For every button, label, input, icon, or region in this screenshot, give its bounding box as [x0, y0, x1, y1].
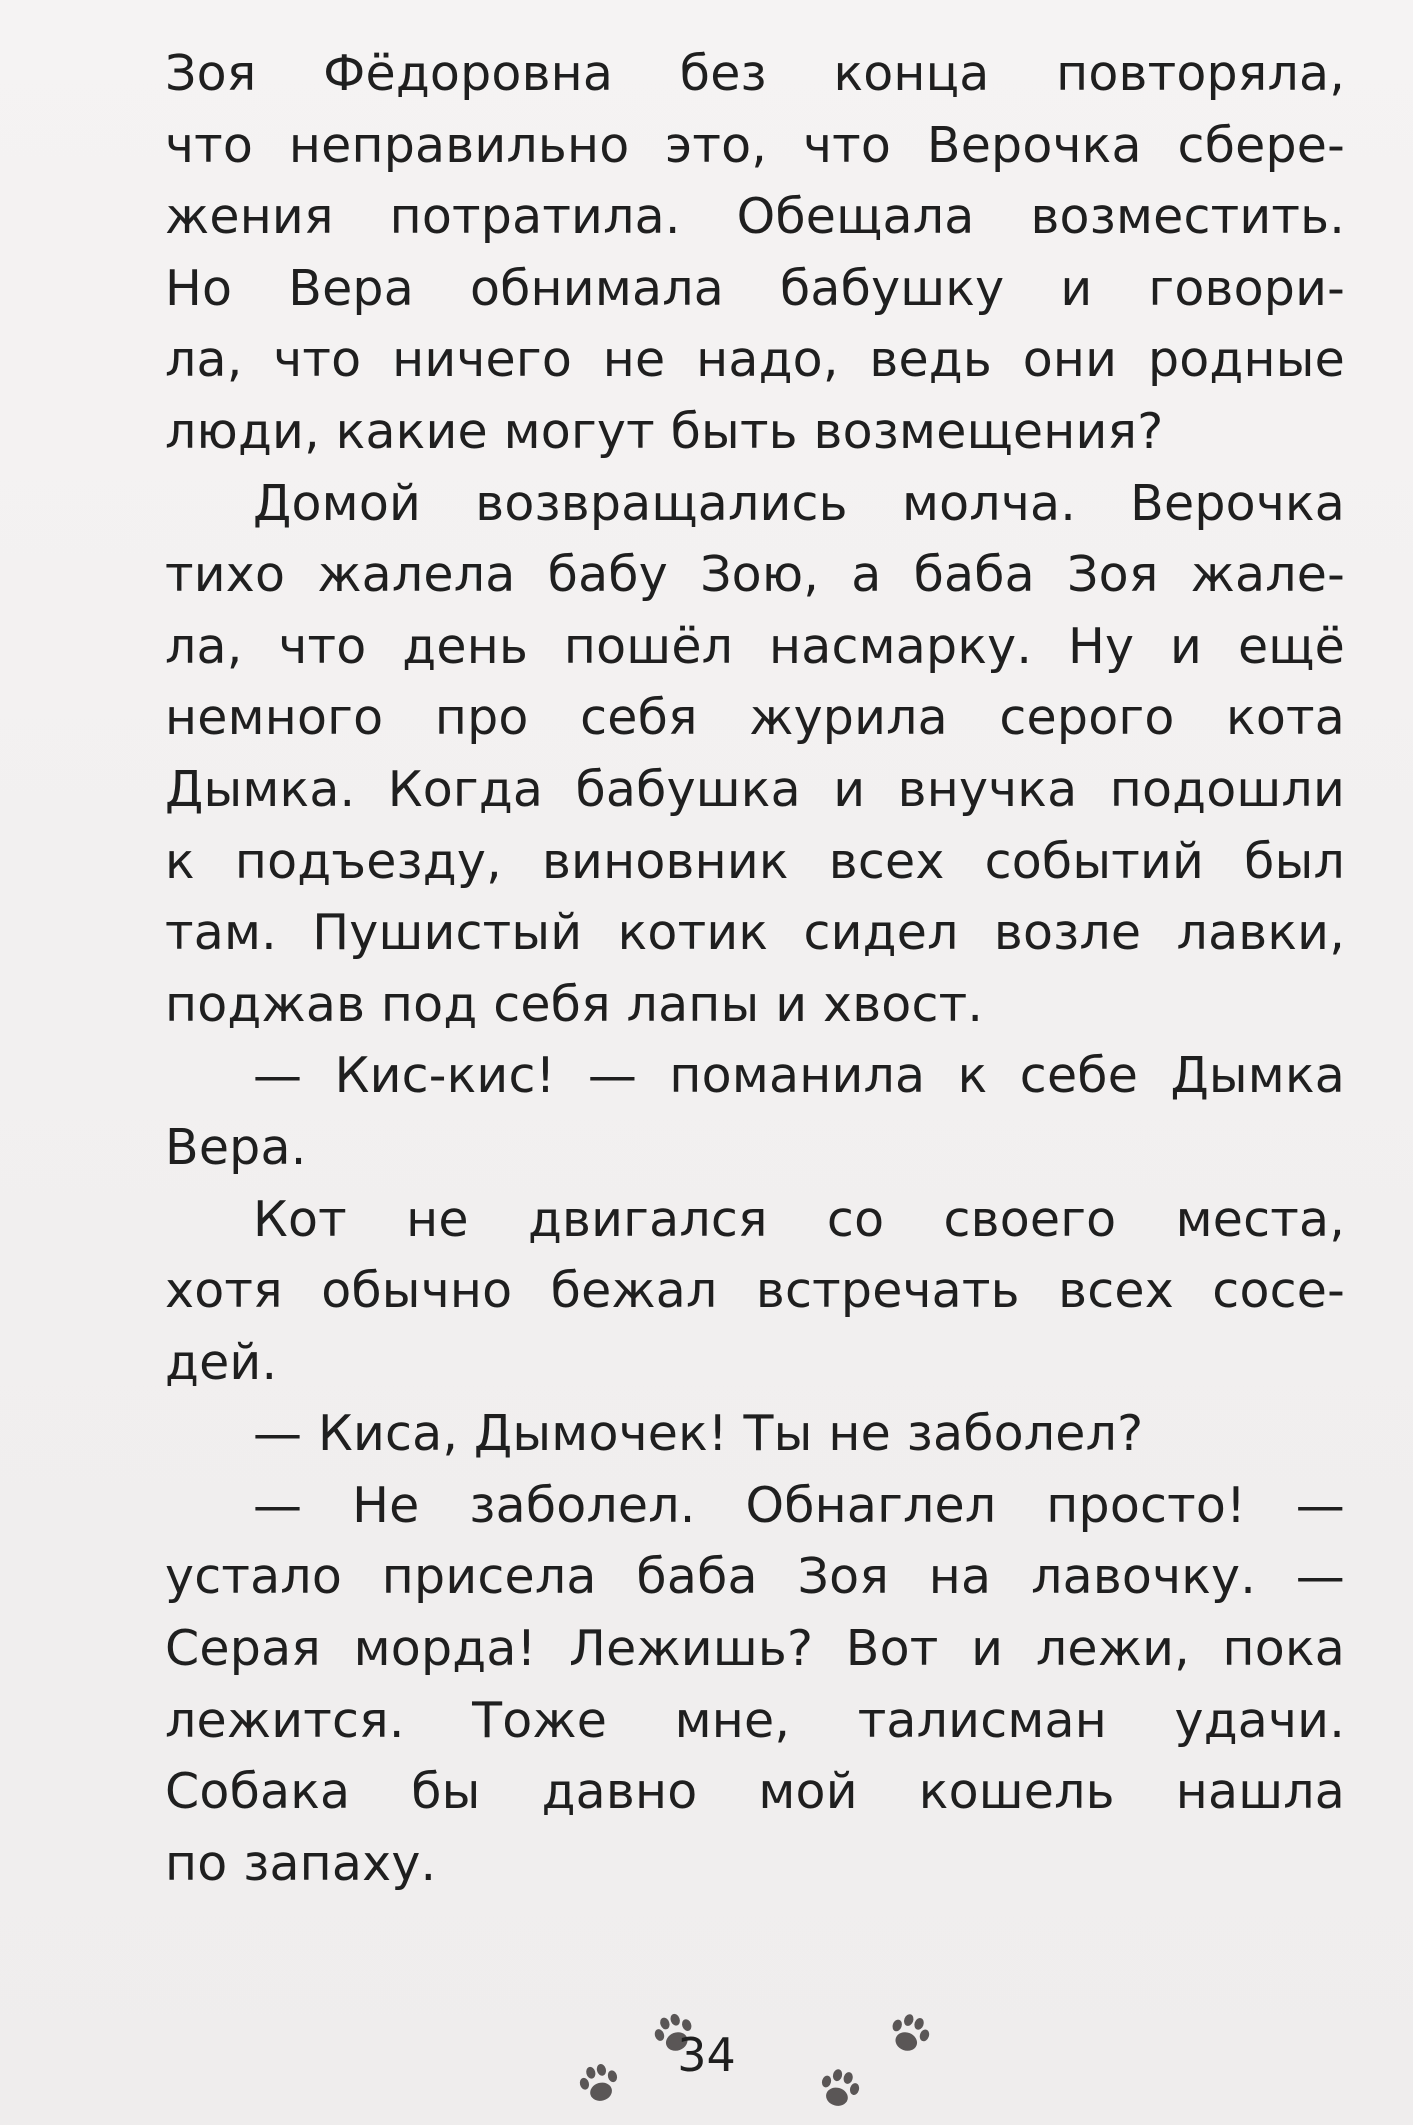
- paragraph: [165, 1470, 1345, 1900]
- text-line: Домой возвращались молча. Верочка: [253, 474, 1345, 532]
- paragraph: [165, 1040, 1345, 1183]
- text-line: Зоя Фёдоровна без конца повторяла,: [165, 45, 1345, 102]
- paragraph: [165, 1398, 1345, 1470]
- paragraph: [165, 1184, 1345, 1399]
- paragraph: [165, 38, 1345, 468]
- text-line: к подъезду, виновник всех событий был: [165, 832, 1345, 890]
- text-line: Вера.: [165, 1118, 307, 1176]
- text-line: тихо жалела бабу Зою, а баба Зоя жале-: [165, 546, 1345, 604]
- page-number: 34: [677, 2028, 736, 2082]
- text-line: Серая морда! Лежишь? Вот и лежи, пока: [165, 1620, 1345, 1678]
- text-line: по запаху.: [165, 1834, 437, 1892]
- text-line: — Киса, Дымочек! Ты не заболел?: [253, 1405, 1144, 1463]
- text-line: устало присела баба Зоя на лавочку. —: [165, 1548, 1345, 1606]
- text-line: хотя обычно бежал встречать всех сосе-: [165, 1262, 1345, 1320]
- text-line: поджав под себя лапы и хвост.: [165, 975, 984, 1033]
- page-footer: [0, 2010, 1413, 2125]
- text-line: там. Пушистый котик сидел возле лавки,: [165, 904, 1345, 962]
- body-text: [165, 38, 1345, 1899]
- text-line: — Кис-кис! — поманила к себе Дымка: [253, 1047, 1345, 1105]
- text-line: дей.: [165, 1333, 278, 1391]
- text-line: Кот не двигался со своего места,: [253, 1190, 1345, 1248]
- text-line: Дымка. Когда бабушка и внучка подошли: [165, 760, 1345, 818]
- paragraph: [165, 468, 1345, 1041]
- text-line: ла, что день пошёл насмарку. Ну и ещё: [165, 617, 1345, 675]
- text-line: Собака бы давно мой кошель нашла: [165, 1763, 1345, 1821]
- text-line: что неправильно это, что Верочка сбере-: [165, 116, 1345, 174]
- text-line: лежится. Тоже мне, талисман удачи.: [165, 1691, 1345, 1749]
- text-line: немного про себя журила серого кота: [165, 689, 1345, 747]
- text-line: ла, что ничего не надо, ведь они родные: [165, 331, 1345, 389]
- text-line: — Не заболел. Обнаглел просто! —: [253, 1476, 1345, 1534]
- text-line: Но Вера обнимала бабушку и говори-: [165, 259, 1345, 317]
- text-line: жения потратила. Обещала возместить.: [165, 188, 1345, 246]
- text-line: люди, какие могут быть возмещения?: [165, 402, 1164, 460]
